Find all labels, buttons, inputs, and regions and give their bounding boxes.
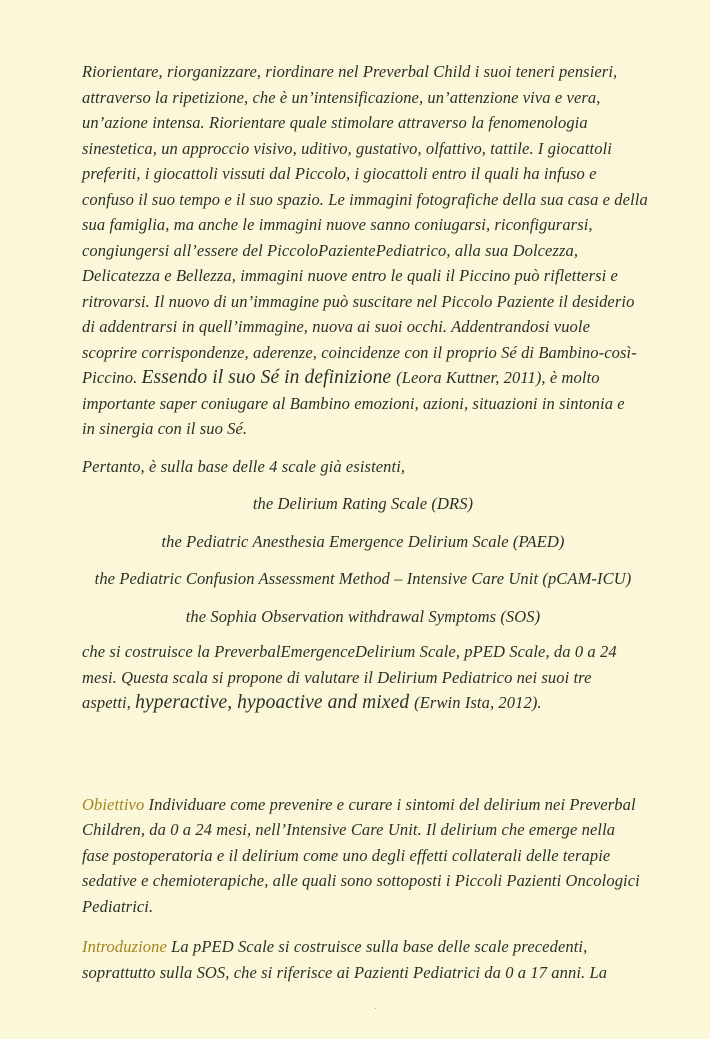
text-line: di addentrarsi in quell’immagine, nuova ai suoi occhi. Addentrandosi vuole xyxy=(82,317,590,336)
text-segment-large: Essendo il suo Sé in definizione xyxy=(141,367,397,388)
footer-page-mark: . xyxy=(374,1000,377,1012)
scale-line-pcam-icu: the Pediatric Confusion Assessment Method – Intensive Care Unit (pCAM-ICU) xyxy=(94,569,632,588)
text-line: Delicatezza e Bellezza, immagini nuove entro le quali il Piccino può riflettersi e xyxy=(82,266,618,285)
text-line: sua famiglia, ma anche le immagini nuove sanno coniugarsi, riconfigurarsi, xyxy=(82,215,593,234)
text-column xyxy=(82,59,648,985)
text-segment: Individuare come prevenire e curare i sintomi del delirium nei Preverbal xyxy=(144,794,636,814)
text-line: confuso il suo tempo e il suo spazio. Le immagini fotografiche della sua casa e della xyxy=(82,189,648,209)
text-line: mesi. Questa scala si propone di valutare il Delirium Pediatrico nei suoi tre xyxy=(82,667,592,687)
text-line: fase postoperatoria e il delirium come uno degli effetti collaterali delle terapie xyxy=(82,845,611,865)
text-line: attraverso la ripetizione, che è un’intensificazione, un’attenzione viva e vera, xyxy=(82,87,601,107)
text-segment: aspetti, xyxy=(82,693,136,712)
paragraph-lines xyxy=(82,639,644,690)
text-line-mixed xyxy=(82,690,644,716)
text-line: un’azione intensa. Riorientare quale stimolare attraverso la fenomenologia xyxy=(82,113,588,132)
paragraph-riorientare xyxy=(82,59,648,442)
text-line-lead xyxy=(82,792,644,818)
scale-line-paed: the Pediatric Anesthesia Emergence Delirium Scale (PAED) xyxy=(161,531,565,551)
paragraph-obiettivo xyxy=(82,792,644,920)
text-line: congiungersi all’essere del PiccoloPazientePediatrico, alla sua Dolcezza, xyxy=(82,240,579,260)
text-segment: Piccino. xyxy=(82,368,142,387)
text-line: in sinergia con il suo Sé. xyxy=(82,419,248,438)
text-segment: (Leora Kuttner, 2011), è molto xyxy=(396,368,600,387)
text-line: che si costruisce la PreverbalEmergenceDelirium Scale, pPED Scale, da 0 a 24 xyxy=(82,642,617,661)
text-line: Riorientare, riorganizzare, riordinare nel Preverbal Child i suoi teneri pensieri, xyxy=(82,62,618,81)
text-line: Children, da 0 a 24 mesi, nell’Intensive Care Unit. Il delirium che emerge nella xyxy=(82,820,616,839)
lead-word-obiettivo: Obiettivo xyxy=(82,794,145,814)
text-line-lead xyxy=(82,934,644,960)
paragraph-pped-scale xyxy=(82,639,644,716)
text-line: scoprire corrispondenze, aderenze, coincidenze con il proprio Sé di Bambino-così- xyxy=(82,342,637,362)
scale-line-drs: the Delirium Rating Scale (DRS) xyxy=(252,494,474,513)
text-line: soprattutto sulla SOS, che si riferisce ai Pazienti Pediatrici da 0 a 17 anni. La xyxy=(82,962,608,982)
scale-line-sos: the Sophia Observation withdrawal Symptoms (SOS) xyxy=(185,606,541,626)
text-line: sedative e chemioterapiche, alle quali sono sottoposti i Piccoli Pazienti Oncologici xyxy=(82,871,640,890)
text-line: Pediatrici. xyxy=(82,896,154,916)
paragraph-pertanto: Pertanto, è sulla base delle 4 scale già esistenti, xyxy=(82,456,406,476)
text-line: preferiti, i giocattoli vissuti dal Piccolo, i giocattoli entro il quali ha infuso e xyxy=(82,164,597,183)
paragraph-lines xyxy=(82,817,644,919)
paragraph-lines xyxy=(82,960,644,986)
text-line: sinestetica, un approccio visivo, uditivo, gustativo, olfattivo, tattile. I giocattoli xyxy=(82,138,612,158)
text-segment-large: hyperactive, hypoactive and mixed xyxy=(135,692,415,713)
paragraph-lines xyxy=(82,59,648,365)
paragraph-introduzione xyxy=(82,934,644,985)
paragraph-lines xyxy=(82,391,644,442)
text-line: importante saper coniugare al Bambino emozioni, azioni, situazioni in sintonia e xyxy=(82,393,625,413)
text-segment: La pPED Scale si costruisce sulla base delle scale precedenti, xyxy=(166,937,588,956)
text-segment: (Erwin Ista, 2012). xyxy=(414,693,542,712)
text-line-mixed xyxy=(82,365,644,391)
lead-word-introduzione: Introduzione xyxy=(82,937,167,956)
text-line: ritrovarsi. Il nuovo di un’immagine può suscitare nel Piccolo Paziente il desiderio xyxy=(82,291,635,311)
